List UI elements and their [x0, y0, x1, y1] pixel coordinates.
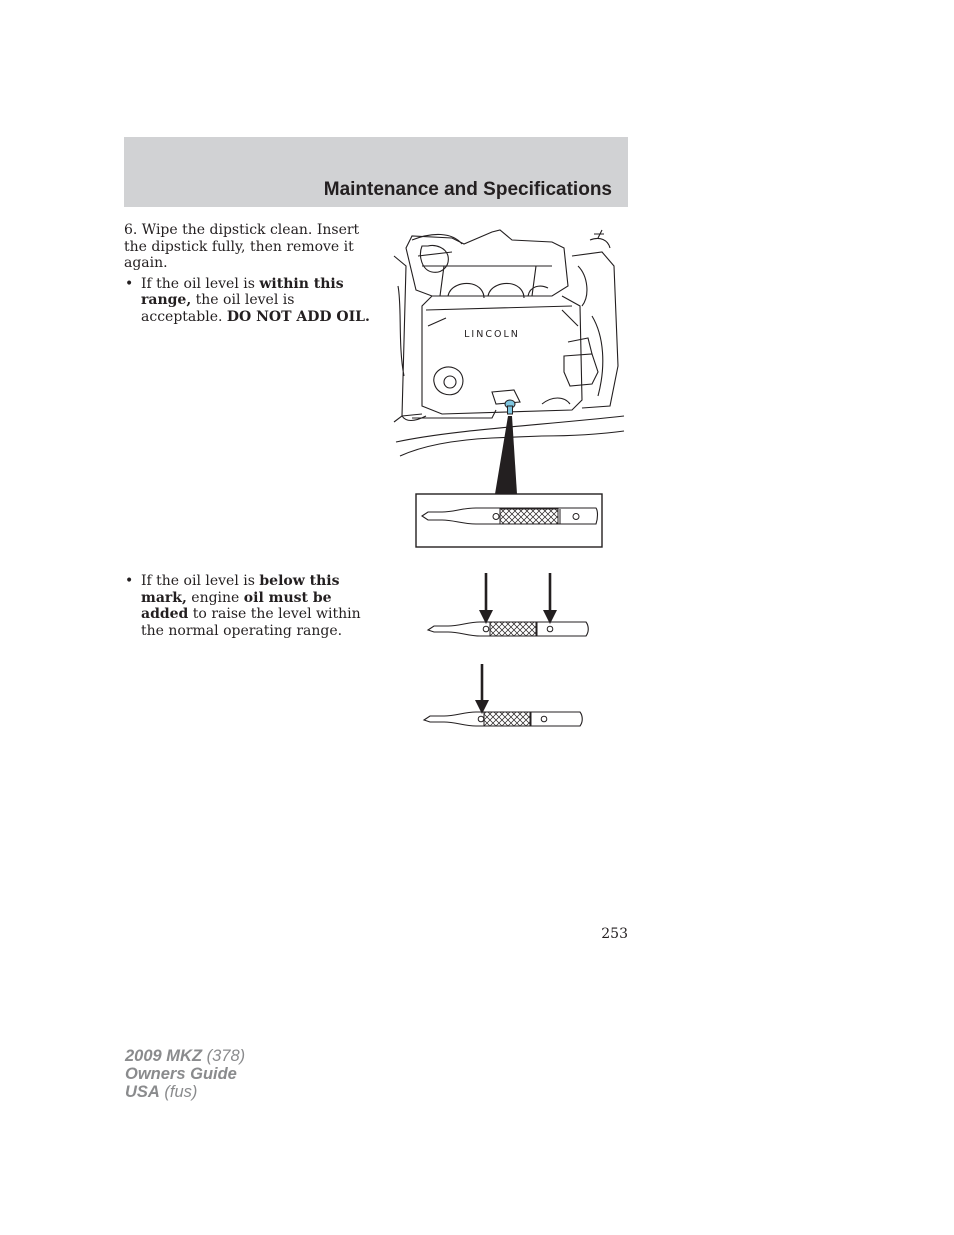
bullet-bold-text: DO NOT ADD OIL. — [226, 308, 370, 325]
page-number: 253 — [601, 926, 628, 942]
footer-publication-info — [125, 1047, 245, 1101]
instructions-block-2 — [124, 573, 380, 639]
bullet-dot: • — [125, 275, 134, 292]
engine-dipstick-illustration — [392, 226, 628, 552]
bullet-text: If the oil level is — [141, 573, 260, 589]
dipstick-upper-icon — [428, 622, 588, 636]
footer-line-market — [125, 1083, 245, 1101]
footer-model: 2009 MKZ — [125, 1047, 203, 1065]
bullet-text: the oil level is acceptable. — [141, 292, 295, 325]
bullet-bold-text: oil must be added — [141, 589, 332, 622]
footer-line-guide — [125, 1065, 245, 1083]
arrow-down-icon — [543, 573, 557, 624]
bullet-text: to raise the level within the normal operating range. — [141, 606, 361, 639]
step-6-text: 6. Wipe the dipstick clean. Insert the dipstick fully, then remove it again. — [124, 222, 360, 271]
engine-cover-text: LINCOLN — [464, 329, 520, 340]
footer-market: USA — [125, 1083, 160, 1101]
dipstick-lower-icon — [424, 712, 582, 726]
footer-market-code: (fus) — [159, 1083, 198, 1101]
bullet-bold-text: below this mark, — [141, 573, 340, 606]
bullet-below-mark — [124, 573, 380, 639]
instructions-block-1 — [124, 222, 380, 325]
bullet-within-range — [124, 276, 380, 326]
footer-line-model — [125, 1047, 245, 1065]
footer-model-code: (378) — [202, 1047, 246, 1065]
section-header-band — [124, 137, 628, 207]
bullet-bold-text: within this range, — [141, 275, 344, 308]
section-title: Maintenance and Specifications — [323, 179, 612, 200]
bullet-dot: • — [125, 573, 134, 589]
arrow-down-icon — [479, 573, 493, 624]
arrow-down-icon — [475, 664, 489, 714]
bullet-text: If the oil level is — [141, 275, 260, 292]
footer-guide: Owners Guide — [125, 1065, 237, 1083]
bullet-text: engine — [186, 589, 244, 606]
dipstick-low-level-illustration — [418, 570, 594, 736]
